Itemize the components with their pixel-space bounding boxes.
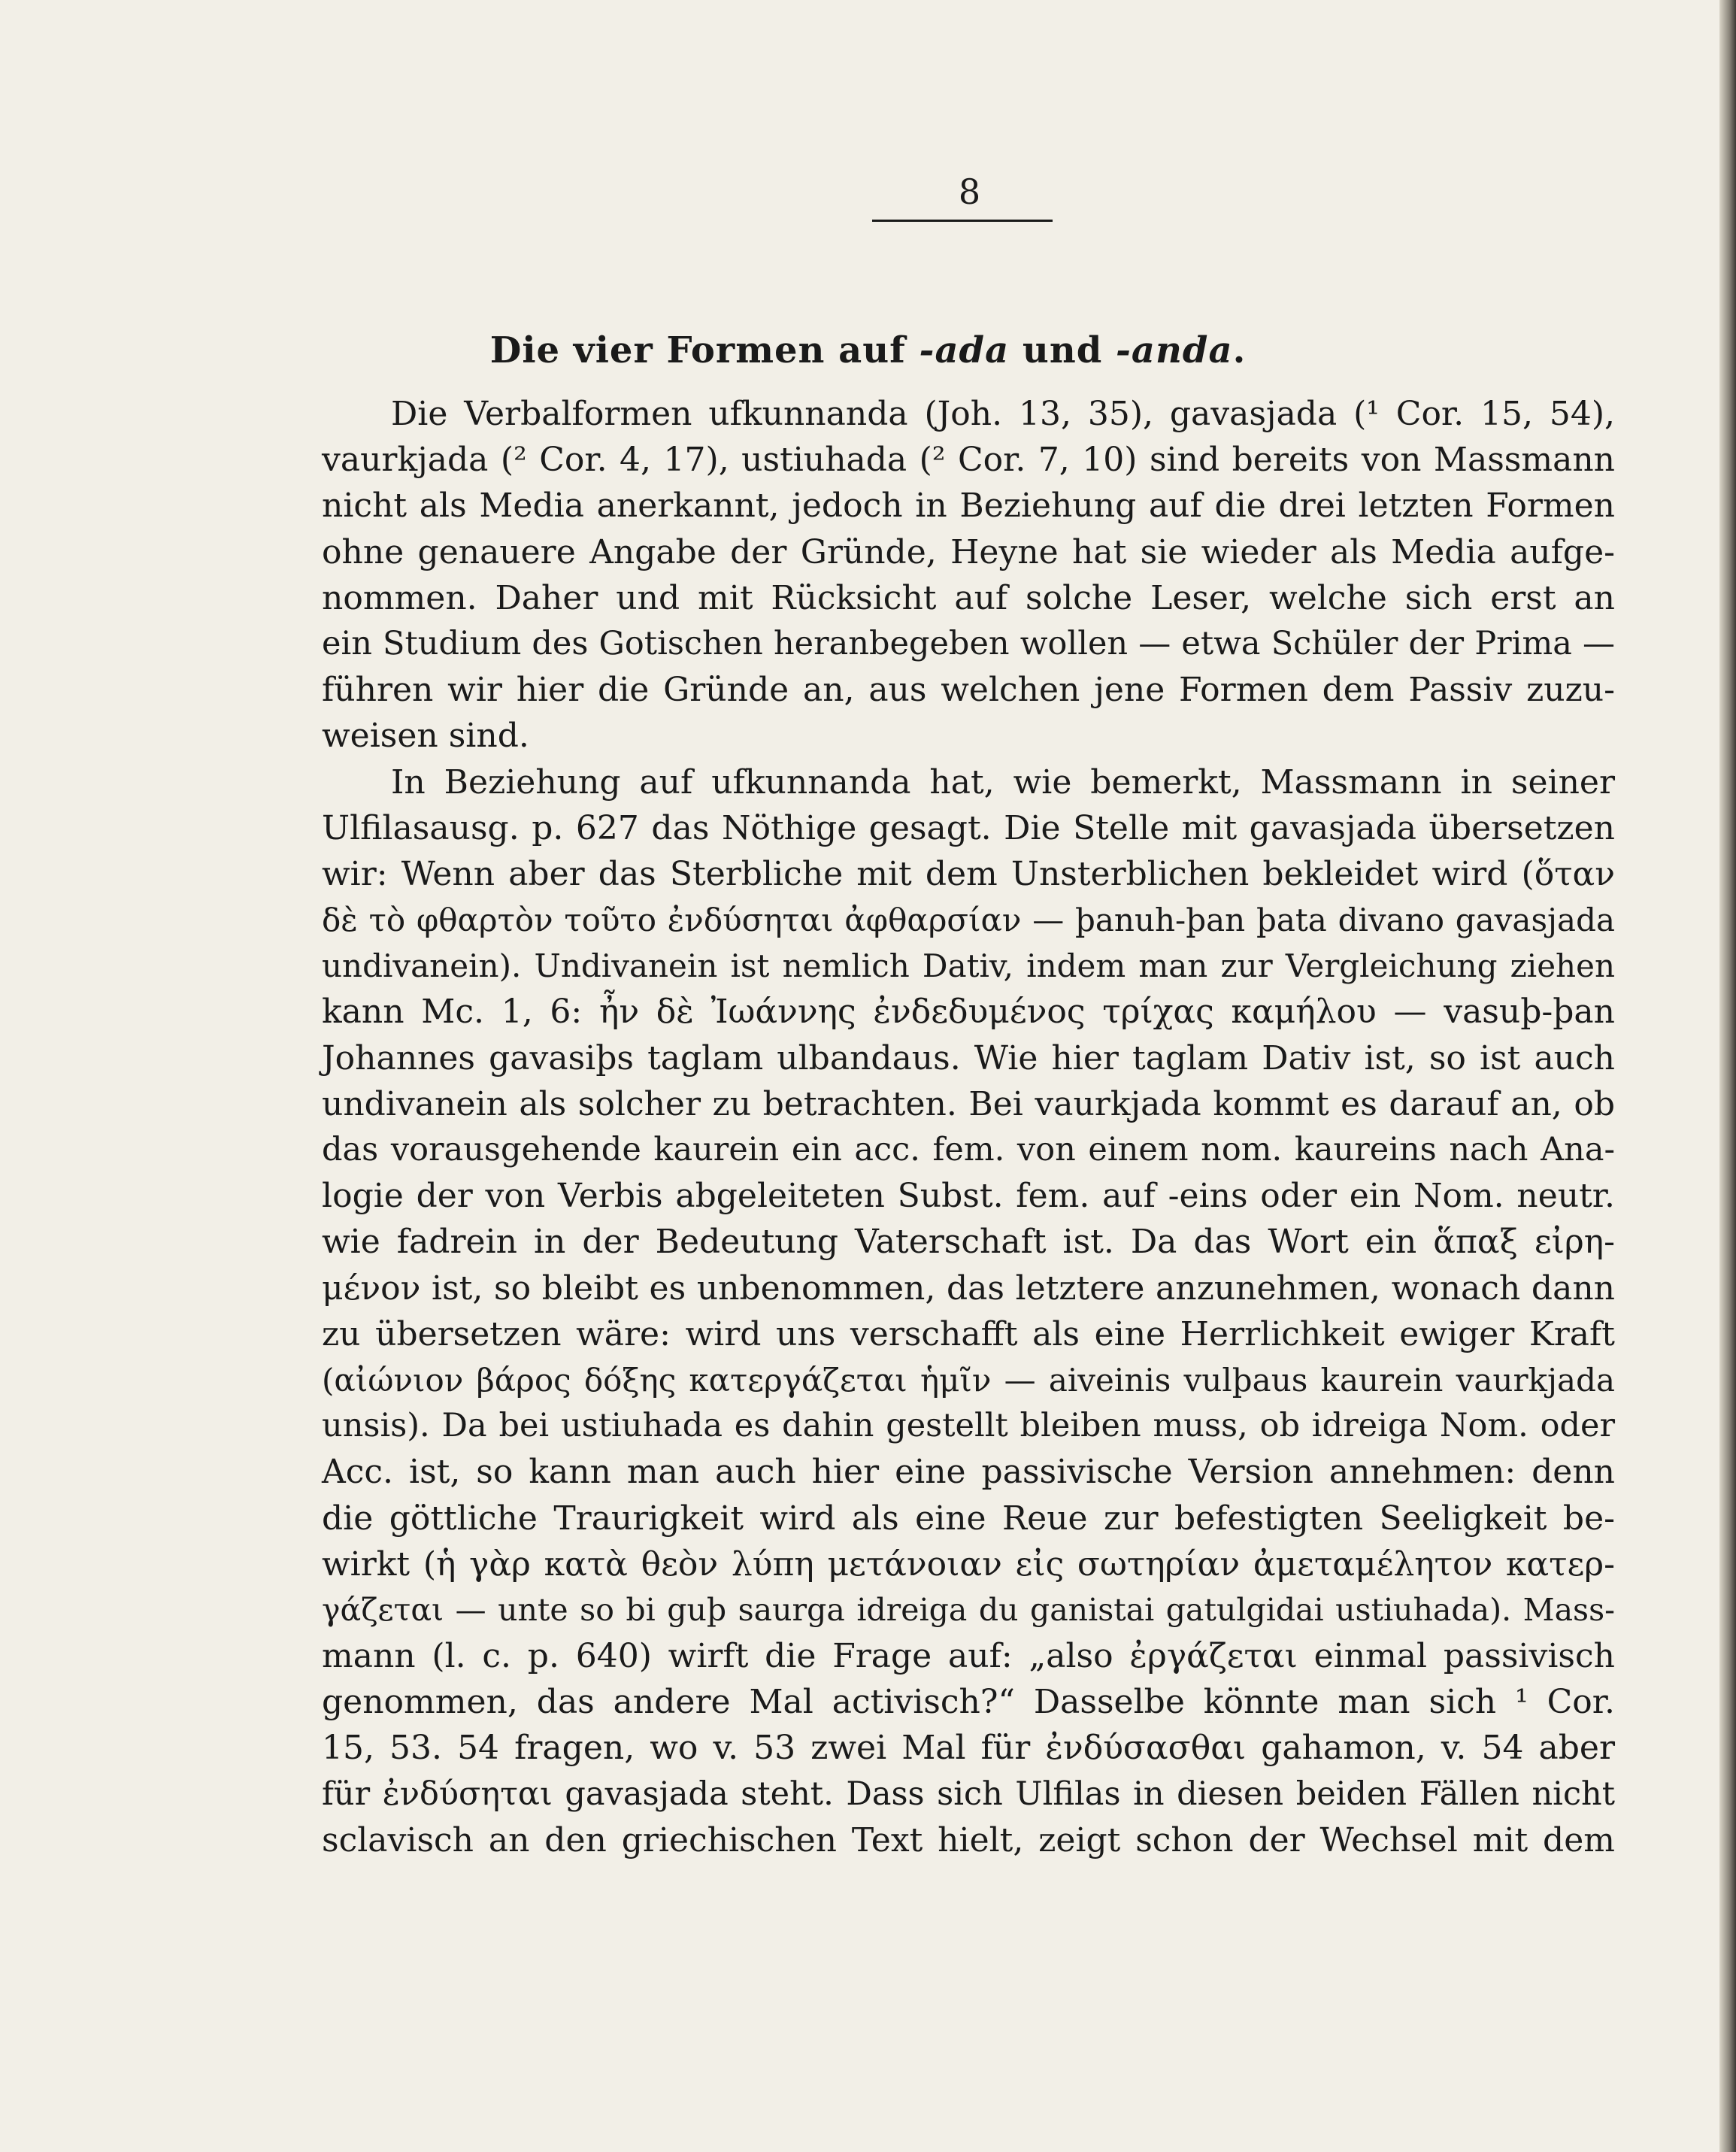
page-number-rule [872, 220, 1053, 222]
page-edge-shadow [1719, 0, 1736, 2152]
body-text [322, 391, 1615, 1863]
text-line: logie der von Verbis abgeleiteten Subst. fem. auf -eins oder ein Nom. neutr. [322, 1177, 1615, 1216]
text-line: führen wir hier die Gründe an, aus welchen jene Formen dem Passiv zuzu- [322, 671, 1615, 710]
text-line: vaurkjada (² Cor. 4, 17), ustiuhada (² Cor. 7, 10) sind bereits von Massmann [322, 441, 1615, 480]
text-line: undivanein). Undivanein ist nemlich Dativ, indem man zur Vergleichung ziehen [322, 947, 1615, 985]
text-line: wie fadrein in der Bedeutung Vaterschaft ist. Da das Wort ein ἅπαξ εἰρη- [322, 1223, 1615, 1262]
text-line: 15, 53. 54 fragen, wo v. 53 zwei Mal für ἐνδύσασθαι gahamon, v. 54 aber [322, 1729, 1615, 1768]
text-line: nicht als Media anerkannt, jedoch in Beziehung auf die drei letzten Formen [322, 486, 1615, 526]
section-heading [0, 329, 1736, 371]
text-line: ein Studium des Gotischen heranbegeben wollen — etwa Schüler der Prima — [322, 624, 1615, 662]
heading-form-anda: -anda [1115, 329, 1233, 371]
text-line: ohne genauere Angabe der Gründe, Heyne hat sie wieder als Media aufge- [322, 532, 1615, 571]
text-line: wirkt (ἡ γὰρ κατὰ θεὸν λύπη μετάνοιαν εἰς σωτηρίαν ἀμεταμέλητον κατερ- [322, 1544, 1615, 1584]
text-line: δὲ τὸ φθαρτὸν τοῦτο ἐνδύσηται ἀφθαρσίαν — þanuh-þan þata divano gavasjada [322, 902, 1615, 939]
text-line: die göttliche Traurigkeit wird als eine Reue zur befestigten Seeligkeit be- [322, 1499, 1615, 1538]
text-line: Ulfilasausg. p. 627 das Nöthige gesagt. Die Stelle mit gavasjada übersetzen [322, 808, 1615, 847]
text-line: sclavisch an den griechischen Text hielt, zeigt schon der Wechsel mit dem [322, 1820, 1615, 1860]
text-line: für ἐνδύσηται gavasjada steht. Dass sich Ulfilas in diesen beiden Fällen nicht [322, 1775, 1615, 1813]
page-number: 8 [958, 171, 982, 212]
heading-form-ada: -ada [919, 329, 1010, 371]
heading-middle: und [1009, 329, 1116, 371]
text-line: wir: Wenn aber das Sterbliche mit dem Unsterblichen bekleidet wird (ὅταν [322, 854, 1615, 893]
text-line: In Beziehung auf ufkunnanda hat, wie bemerkt, Massmann in seiner [391, 762, 1615, 802]
text-line: unsis). Da bei ustiuhada es dahin gestellt bleiben muss, ob idreiga Nom. oder [322, 1407, 1615, 1445]
heading-prefix: Die vier Formen auf [489, 329, 920, 371]
text-line: μένον ist, so bleibt es unbenommen, das letztere anzunehmen, wonach dann [322, 1268, 1615, 1308]
text-line: Johannes gavasiþs taglam ulbandaus. Wie hier taglam Dativ ist, so ist auch [322, 1038, 1615, 1078]
text-line: zu übersetzen wäre: wird uns verschafft als eine Herrlichkeit ewiger Kraft [322, 1314, 1615, 1353]
text-line: weisen sind. [322, 717, 529, 756]
text-line: mann (l. c. p. 640) wirft die Frage auf: „also ἐργάζεται einmal passivisch [322, 1637, 1615, 1676]
text-line: (αἰώνιον βάρος δόξης κατεργάζεται ἡμῖν — aiveinis vulþaus kaurein vaurkjada [322, 1361, 1615, 1399]
text-line: das vorausgehende kaurein ein acc. fem. von einem nom. kaureins nach Ana- [322, 1131, 1615, 1168]
text-line: Die Verbalformen ufkunnanda (Joh. 13, 35), gavasjada (¹ Cor. 15, 54), [391, 395, 1615, 433]
text-line: Acc. ist, so kann man auch hier eine passivische Version annehmen: denn [322, 1453, 1615, 1492]
heading-suffix: . [1232, 329, 1247, 371]
text-line: γάζεται — unte so bi guþ saurga idreiga du ganistai gatulgidai ustiuhada). Mass- [322, 1591, 1615, 1628]
text-line: nommen. Daher und mit Rücksicht auf solche Leser, welche sich erst an [322, 578, 1615, 617]
text-line: kann Mc. 1, 6: ἦν δὲ Ἰωάννης ἐνδεδυμένος τρίχας καμήλου — vasuþ-þan [322, 993, 1615, 1032]
text-line: undivanein als solcher zu betrachten. Bei vaurkjada kommt es darauf an, ob [322, 1084, 1615, 1123]
text-line: genommen, das andere Mal activisch?“ Dasselbe könnte man sich ¹ Cor. [322, 1683, 1615, 1722]
